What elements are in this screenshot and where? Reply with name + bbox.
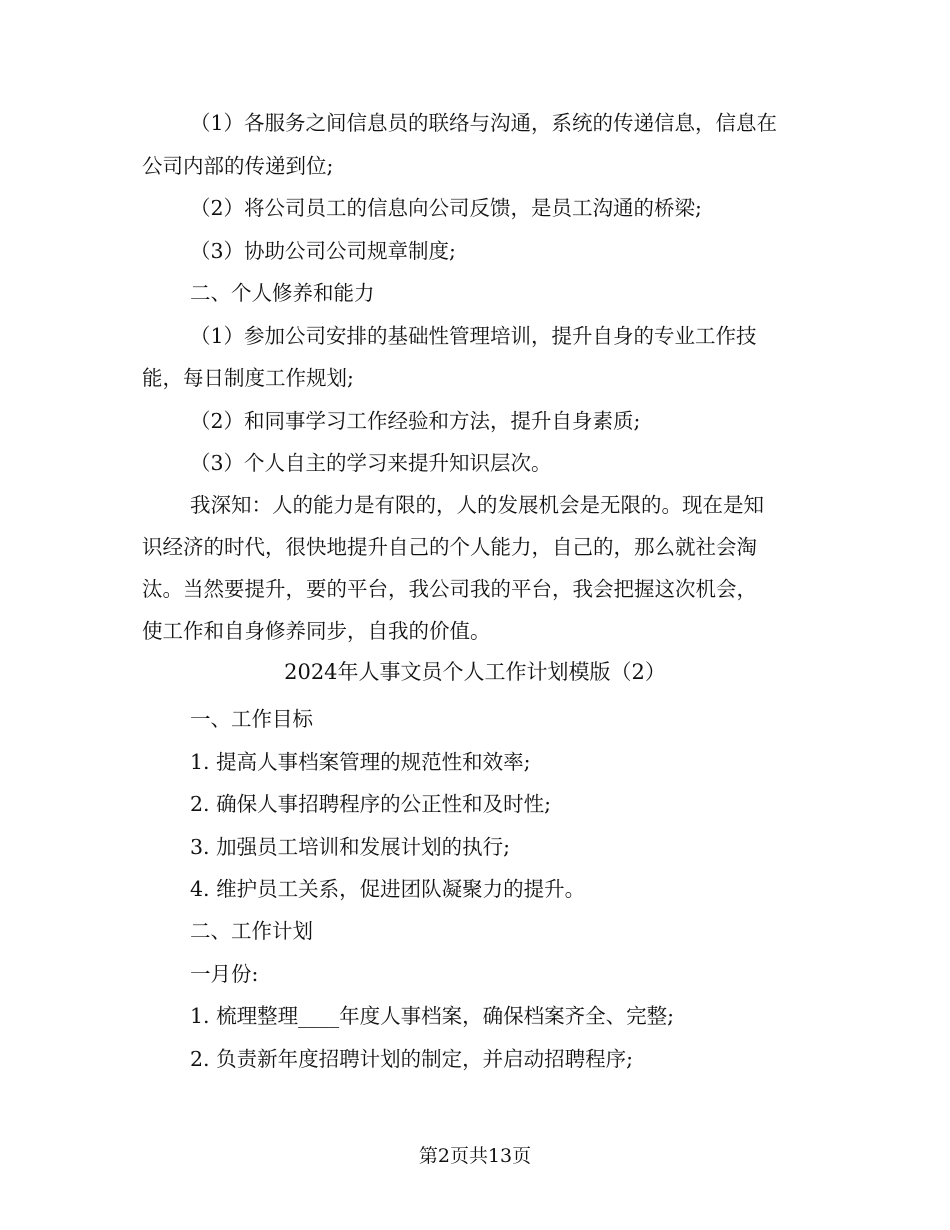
paragraph-line: （1）各服务之间信息员的联络与沟通，系统的传递信息，信息在 <box>190 111 778 135</box>
list-item: 2. 确保人事招聘程序的公正性和及时性; <box>190 792 551 816</box>
paragraph-line: （3）协助公司公司规章制度; <box>190 239 456 263</box>
paragraph-line: （3）个人自主的学习来提升知识层次。 <box>190 451 552 475</box>
paragraph-line: 使工作和自身修养同步，自我的价值。 <box>142 619 491 643</box>
page-number: 第2页共13页 <box>418 1145 532 1167</box>
paragraph-line: （2）将公司员工的信息向公司反馈，是员工沟通的桥梁; <box>190 196 702 220</box>
section-heading: 二、工作计划 <box>190 919 313 943</box>
document-title: 2024年人事文员个人工作计划模版（2） <box>284 660 666 684</box>
list-item: 1. 提高人事档案管理的规范性和效率; <box>190 750 531 774</box>
month-heading: 一月份: <box>190 962 259 986</box>
section-heading: 一、工作目标 <box>190 707 313 731</box>
list-item: 2. 负责新年度招聘计划的制定，并启动招聘程序; <box>190 1047 633 1071</box>
paragraph-line: 汰。当然要提升，要的平台，我公司我的平台，我会把握这次机会， <box>142 577 757 601</box>
paragraph-line: 识经济的时代，很快地提升自己的个人能力，自己的，那么就社会淘 <box>142 535 757 559</box>
section-heading: 二、个人修养和能力 <box>190 281 375 305</box>
paragraph-line: 我深知：人的能力是有限的，人的发展机会是无限的。现在是知 <box>190 493 764 517</box>
list-item: 3. 加强员工培训和发展计划的执行; <box>190 835 510 859</box>
paragraph-line: （2）和同事学习工作经验和方法，提升自身素质; <box>190 409 641 433</box>
paragraph-line: （1）参加公司安排的基础性管理培训，提升自身的专业工作技 <box>190 324 757 348</box>
paragraph-line: 能，每日制度工作规划; <box>142 366 354 390</box>
paragraph-line: 公司内部的传递到位; <box>142 154 334 178</box>
list-item: 4. 维护员工关系，促进团队凝聚力的提升。 <box>190 877 586 901</box>
list-item: 1. 梳理整理____年度人事档案，确保档案齐全、完整; <box>190 1004 674 1028</box>
